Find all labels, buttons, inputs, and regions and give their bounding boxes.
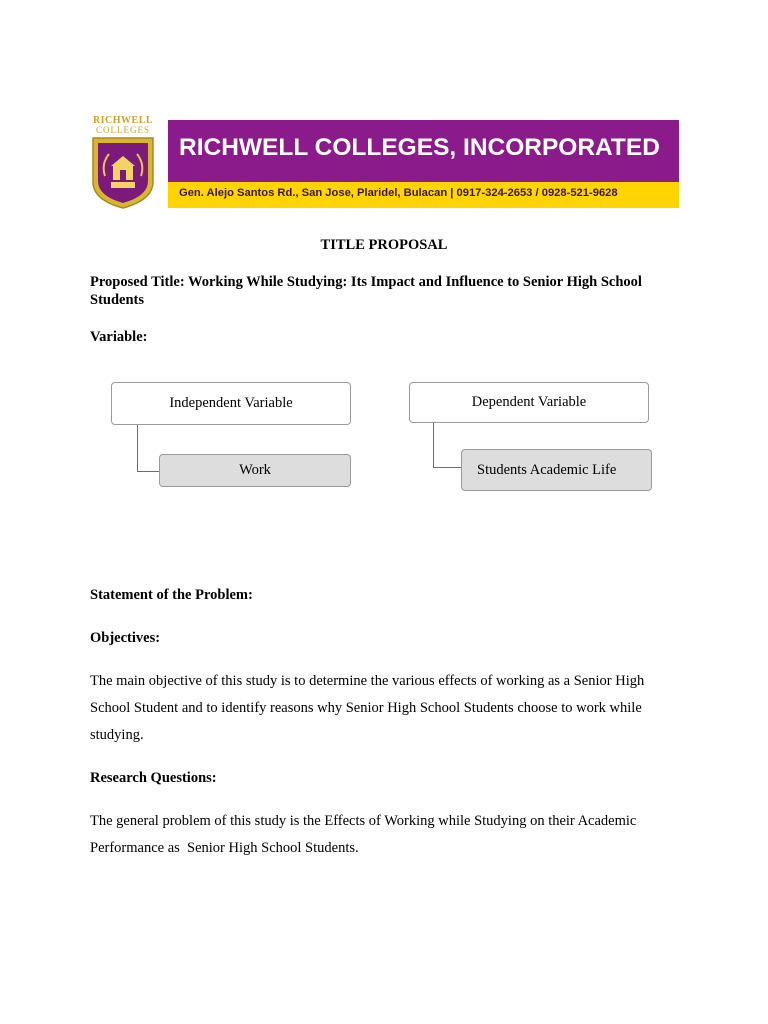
dependent-value-box	[461, 449, 652, 491]
header-banner	[168, 120, 679, 208]
logo-text-colleges: COLLEGES	[96, 125, 150, 135]
research-heading: Research Questions:	[90, 770, 217, 786]
statement-heading: Statement of the Problem:	[90, 587, 253, 603]
variable-label: Variable:	[90, 329, 148, 345]
institution-address: Gen. Alejo Santos Rd., San Jose, Plaridel, Bulacan | 0917-324-2653 / 0928-521-9628	[179, 187, 618, 199]
dependent-variable-label: Dependent Variable	[471, 394, 587, 410]
proposed-title-line2: Students	[90, 292, 144, 308]
banner-title-bar	[168, 120, 679, 182]
objectives-paragraph	[90, 668, 680, 749]
objectives-heading: Objectives:	[90, 630, 161, 646]
independent-variable-label: Independent Variable	[169, 395, 293, 411]
dependent-variable-box	[409, 382, 649, 423]
dependent-value: Students Academic Life	[477, 461, 617, 478]
independent-connector	[137, 425, 160, 472]
research-line1: The general problem of this study is the Effects of Working while Studying on their Academic	[90, 813, 637, 829]
objectives-line3: studying.	[90, 727, 144, 743]
independent-value: Work	[239, 462, 271, 478]
college-logo	[88, 116, 158, 210]
logo-text-richwell: RICHWELL	[92, 115, 154, 126]
objectives-line1: The main objective of this study is to determine the various effects of working as a Senior High	[90, 673, 645, 689]
dependent-connector	[433, 423, 462, 468]
research-line2: Performance as Senior High School Students.	[90, 840, 359, 856]
independent-variable-box	[111, 382, 351, 425]
research-paragraph	[90, 808, 680, 862]
banner-address-bar	[168, 182, 679, 208]
independent-value-box	[159, 454, 351, 487]
document-heading: TITLE PROPOSAL	[320, 237, 448, 253]
institution-name: RICHWELL COLLEGES, INCORPORATED	[179, 134, 660, 161]
crest-icon	[91, 136, 155, 210]
objectives-line2: School Student and to identify reasons why Senior High School Students choose to work while	[90, 700, 642, 716]
proposed-title-line1: Proposed Title: Working While Studying: Its Impact and Influence to Senior High School	[90, 274, 642, 290]
